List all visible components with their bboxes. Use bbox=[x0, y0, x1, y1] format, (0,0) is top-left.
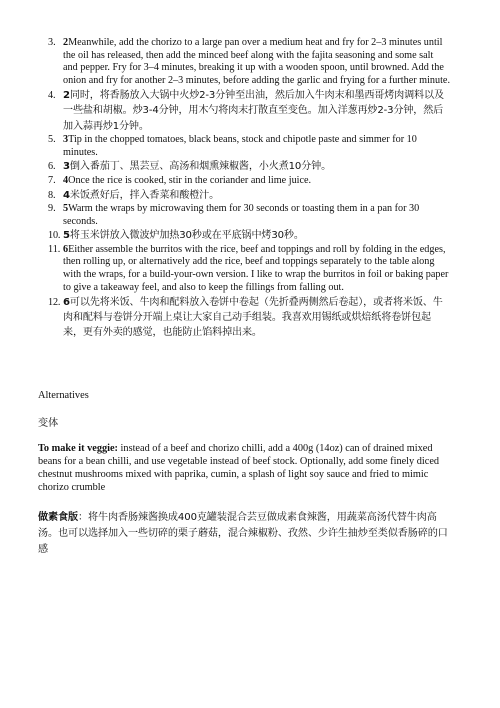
step-number: 10. bbox=[48, 230, 61, 242]
veggie-variation-label-zh: 做素食版 bbox=[38, 512, 78, 523]
step-number: 3. bbox=[48, 37, 56, 48]
step-item bbox=[38, 228, 450, 243]
step-number: 12. bbox=[48, 296, 61, 308]
method-steps-list bbox=[38, 37, 450, 341]
step-item bbox=[38, 295, 450, 341]
step-number: 4. bbox=[48, 89, 56, 101]
step-text: 可以先将米饭、牛肉和配料放入卷饼中卷起（先折叠两侧然后卷起），或者将米饭、牛肉和配料与卷饼分开端上桌让大家自己动手组装。我喜欢用锡纸或烘焙纸将卷饼包起来，更有外卖的感觉，也能防止馅料掉出来。 bbox=[63, 296, 443, 339]
step-text: 将玉米饼放入微波炉加热30秒或在平底锅中烤30秒。 bbox=[69, 230, 304, 242]
step-number: 8. bbox=[48, 189, 56, 201]
veggie-variation-paragraph-zh bbox=[38, 510, 450, 558]
step-lead-number: 5 bbox=[63, 202, 69, 214]
alternatives-heading-zh: 变体 bbox=[38, 418, 59, 429]
step-lead-number: 5 bbox=[63, 230, 70, 242]
step-item bbox=[38, 88, 450, 134]
step-text: 米饭煮好后，拌入香菜和酸橙汁。 bbox=[69, 189, 220, 201]
step-lead-number: 6 bbox=[63, 296, 70, 308]
step-item bbox=[38, 37, 450, 88]
step-item bbox=[38, 244, 450, 295]
step-number: 11. bbox=[48, 243, 61, 255]
step-text: 倒入番茄丁、黑芸豆、高汤和烟熏辣椒酱，小火煮10分钟。 bbox=[69, 161, 332, 173]
veggie-variation-text: instead of a beef and chorizo chilli, add a 400g (14oz) can of drained mixed beans for a bean chilli, and use vegetable instead of beef stock. Optionally, add some finely diced chestnut mushrooms mixed with paprika, cumin, a splash of light soy sauce and fried to mimic chorizo crumble bbox=[38, 443, 440, 493]
step-lead-number: 3 bbox=[63, 134, 69, 146]
step-text: Once the rice is cooked, stir in the coriander and lime juice. bbox=[68, 174, 312, 186]
step-lead-number: 6 bbox=[63, 243, 69, 255]
veggie-variation-text-zh: ：将牛肉香肠辣酱换成400克罐装混合芸豆做成素食辣酱，用蔬菜高汤代替牛肉高汤。也可以选择加入一些切碎的栗子蘑菇，混合辣椒粉、孜然、少许生抽炒至类似香肠碎的口感 bbox=[38, 512, 448, 555]
step-number: 7. bbox=[48, 174, 56, 186]
step-number: 5. bbox=[48, 134, 56, 146]
veggie-variation-label: To make it veggie: bbox=[38, 443, 118, 454]
step-item bbox=[38, 159, 450, 174]
step-lead-number: 4 bbox=[63, 174, 69, 186]
step-text: Tip in the chopped tomatoes, black beans, stock and chipotle paste and simmer for 10 minutes. bbox=[63, 134, 417, 158]
alternatives-heading: Alternatives bbox=[38, 390, 89, 401]
step-text: Meanwhile, add the chorizo to a large pan over a medium heat and fry for 2–3 minutes until the oil has released, then add the minced beef along with the fajita seasoning and some salt and pepper. Fry for 3–4 minutes, breaking it up with a wooden spoon, until browned. Add the onion and fry for another 2–3 minutes, before adding the garlic and frying for a further minute. bbox=[63, 37, 451, 87]
step-item bbox=[38, 188, 450, 203]
step-text: Either assemble the burritos with the rice, beef and toppings and roll by folding in the edges, then rolling up, or alternatively add the rice, beef and toppings separately to the table along with the wraps, for a build-your-own version. I like to wrap the burritos in foil or baking paper to give a takeaway feel, and also to keep the fillings from falling out. bbox=[63, 243, 449, 293]
step-lead-number: 4 bbox=[63, 189, 70, 201]
step-text: Warm the wraps by microwaving them for 30 seconds or toasting them in a pan for 30 seconds. bbox=[63, 202, 420, 227]
step-item bbox=[38, 134, 450, 159]
veggie-variation-paragraph bbox=[38, 443, 450, 495]
step-lead-number: 3 bbox=[63, 161, 70, 173]
step-number: 9. bbox=[48, 202, 56, 214]
step-number: 6. bbox=[48, 161, 56, 173]
step-item bbox=[38, 175, 450, 188]
step-lead-number: 2 bbox=[63, 89, 70, 101]
step-item bbox=[38, 203, 450, 228]
step-lead-number: 2 bbox=[63, 37, 69, 48]
step-text: 同时，将香肠放入大锅中火炒2-3分钟至出油，然后加入牛肉末和墨西哥烤肉调料以及一些盐和胡椒。炒3-4分钟，用木勺将肉末打散直至变色。加入洋葱再炒2-3分钟，然后加入蒜再炒1分钟。 bbox=[63, 89, 444, 132]
